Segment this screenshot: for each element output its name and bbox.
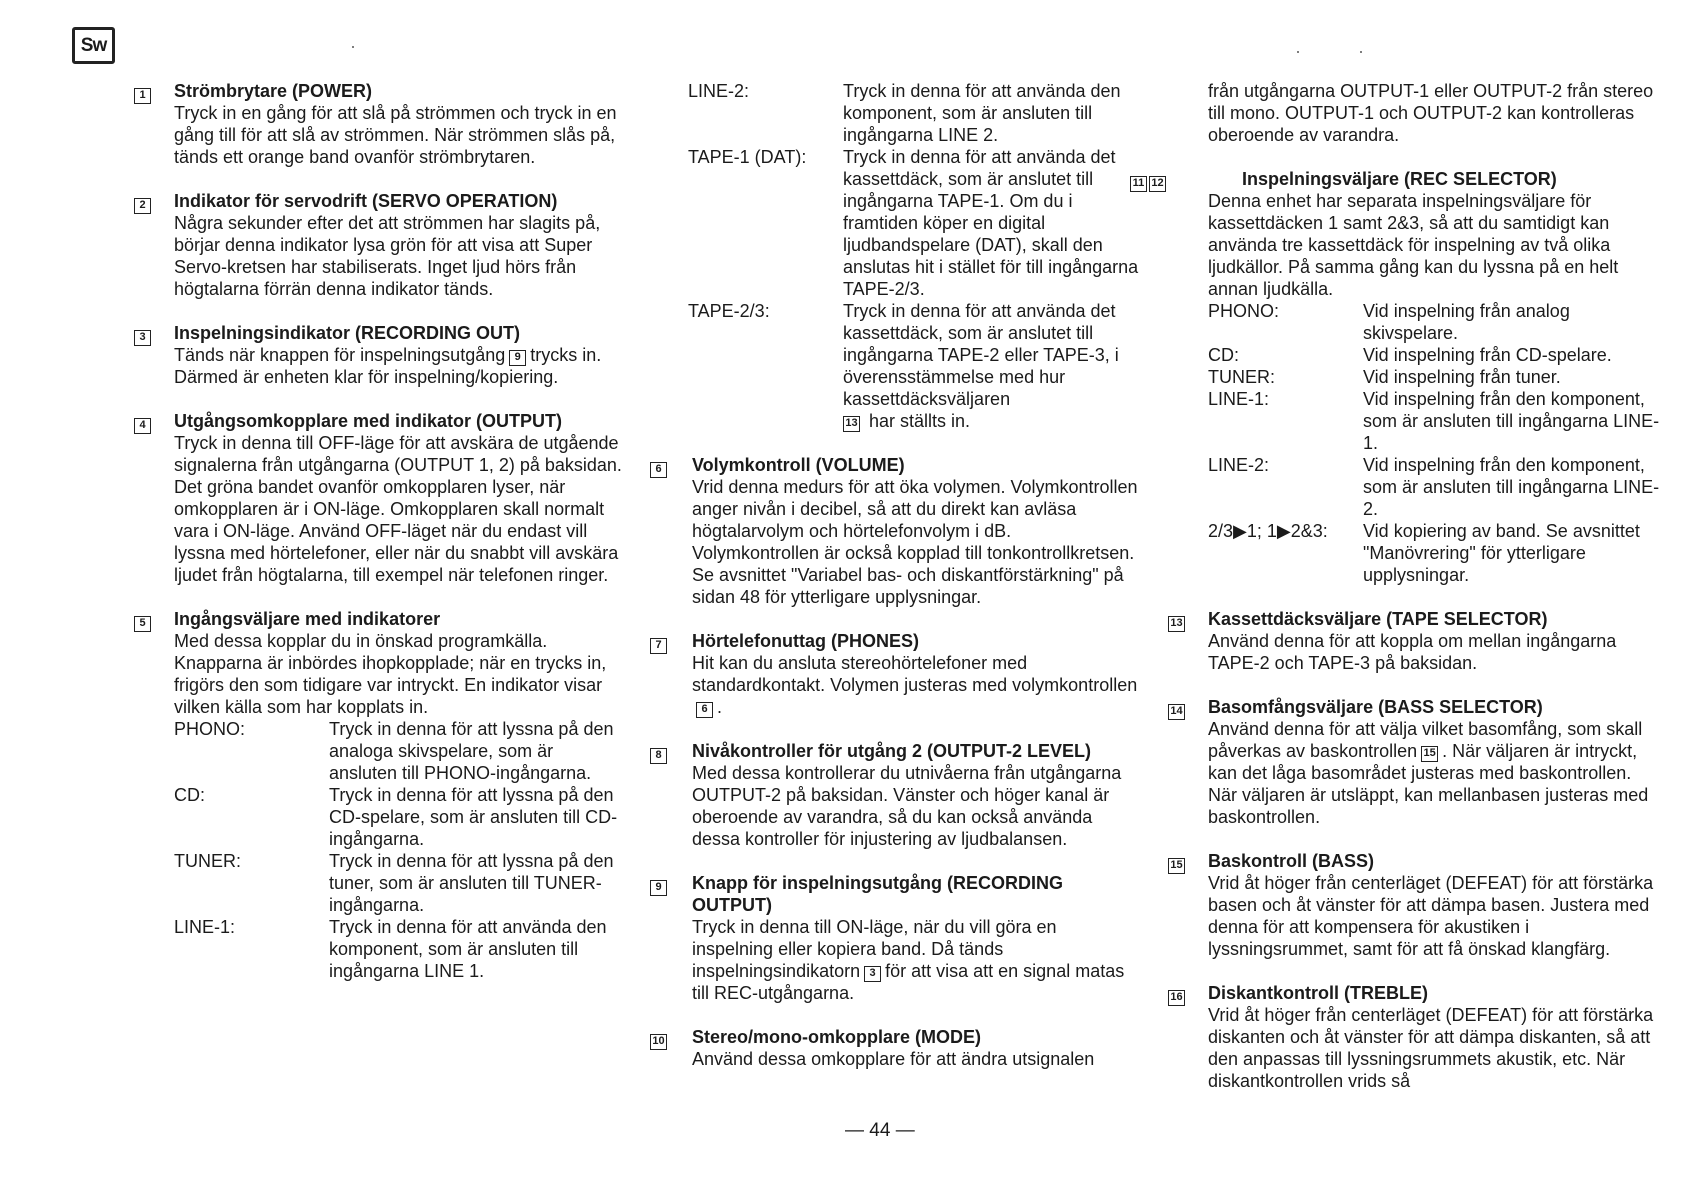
reference-number: 6	[696, 702, 713, 718]
section-body: Tänds när knappen för inspelningsutgång 9 trycks in. Därmed är enheten klar för inspelning/kopiering.	[174, 345, 602, 387]
section-body: Tryck in en gång för att slå på strömmen och tryck in en gång till för att slå av strömmen. När strömmen slås på, tänds ett orange band ovanför strömbrytaren.	[174, 103, 617, 167]
section-number: 3	[134, 325, 153, 347]
speck	[352, 46, 354, 48]
section-power	[134, 80, 624, 168]
section-title: Inspelningsväljare (REC SELECTOR)	[1242, 169, 1557, 189]
section-number: 9	[650, 875, 669, 897]
column-1	[134, 80, 624, 1004]
section-title: Strömbrytare (POWER)	[174, 81, 373, 101]
section-tape-selector	[1170, 608, 1660, 674]
section-input-selector	[134, 608, 624, 982]
option-row: TAPE-1 (DAT): Tryck in denna för att använda det kassettdäck, som är anslutet till ingångarna TAPE-1. Om du i framtiden köper en digital ljudbandspelare (DAT), skall den anslutas hit i stället för till ingångarna TAPE-2/3.	[688, 147, 1139, 299]
section-number: 14	[1168, 699, 1187, 721]
section-title: Indikator för servodrift (SERVO OPERATION)	[174, 191, 558, 211]
option-row: PHONO: Tryck in denna för att lyssna på den analoga skivspelare, som är ansluten till PHONO-ingångarna.	[174, 719, 614, 783]
section-output2-level	[650, 740, 1140, 850]
section-body: Vrid åt höger från centerläget (DEFEAT) för att förstärka basen och åt vänster för att dämpa basen. Justera med denna för att kompensera för akustiken i lyssningsrummet, samt för att få önskad klangfärg.	[1208, 873, 1654, 959]
reference-number: 9	[509, 350, 526, 366]
section-title: Volymkontroll (VOLUME)	[692, 455, 905, 475]
section-number: 8	[650, 743, 669, 765]
section-body: Tryck in denna till ON-läge, när du vill göra en inspelning eller kopiera band. Då tänds inspelningsindikatorn 3 för att visa att en signal matas till REC-utgångarna.	[692, 917, 1125, 1003]
section-title: Diskantkontroll (TREBLE)	[1208, 983, 1429, 1003]
section-title: Utgångsomkopplare med indikator (OUTPUT)	[174, 411, 563, 431]
option-row: TUNER: Tryck in denna för att lyssna på den tuner, som är ansluten till TUNER-ingångarna.	[174, 851, 614, 915]
section-body: Med dessa kontrollerar du utnivåerna från utgångarna OUTPUT-2 på baksidan. Vänster och höger kanal är oberoende av varandra, så du kan också använda dessa kontroller för injustering av ljudbalansen.	[692, 763, 1122, 849]
section-title: Basomfångsväljare (BASS SELECTOR)	[1208, 697, 1543, 717]
option-row: CD: Tryck in denna för att lyssna på den CD-spelare, som är ansluten till CD-ingångarna.	[174, 785, 618, 849]
section-number: 7	[650, 633, 669, 655]
section-recording-output	[650, 872, 1140, 1004]
section-mode	[650, 1026, 1140, 1070]
option-row: TUNER: Vid inspelning från tuner.	[1208, 367, 1561, 387]
section-number: 11 12	[1130, 171, 1168, 193]
reference-number: 15	[1421, 746, 1438, 762]
section-servo-operation	[134, 190, 624, 300]
section-title: Nivåkontroller för utgång 2 (OUTPUT-2 LEVEL)	[692, 741, 1092, 761]
section-body: Vrid åt höger från centerläget (DEFEAT) för att förstärka diskanten och åt vänster för att dämpa diskanten, så att den anpassas till lyssningsrummets akustik, etc. När diskantkontrollen vrids så	[1208, 1005, 1654, 1091]
section-output	[134, 410, 624, 586]
section-title: Ingångsväljare med indikatorer	[174, 609, 441, 629]
section-number: 16	[1168, 985, 1187, 1007]
section-bass	[1170, 850, 1660, 960]
column-2	[650, 80, 1140, 1092]
section-bass-selector	[1170, 696, 1660, 828]
mode-continued: från utgångarna OUTPUT-1 eller OUTPUT-2 från stereo till mono. OUTPUT-1 och OUTPUT-2 kan kontrolleras oberoende av varandra.	[1208, 81, 1654, 145]
input-options-continued	[650, 80, 1140, 432]
option-row: TAPE-2/3: Tryck in denna för att använda det kassettdäck, som är anslutet till ingångarna TAPE-2 eller TAPE-3, i överensstämmelse med hur kassettdäcksväljaren 13 har ställts in.	[688, 301, 1119, 431]
section-title: Stereo/mono-omkopplare (MODE)	[692, 1027, 982, 1047]
reference-number: 3	[864, 966, 881, 982]
reference-number: 13	[843, 416, 860, 432]
section-rec-selector	[1132, 168, 1660, 586]
section-recording-out	[134, 322, 624, 388]
section-number: 15	[1168, 853, 1187, 875]
section-number: 4	[134, 413, 153, 435]
option-row: LINE-2: Tryck in denna för att använda den komponent, som är ansluten till ingångarna LINE 2.	[688, 81, 1121, 145]
section-title: Knapp för inspelningsutgång (RECORDING OUTPUT)	[692, 873, 1063, 915]
section-title: Baskontroll (BASS)	[1208, 851, 1375, 871]
section-title: Inspelningsindikator (RECORDING OUT)	[174, 323, 521, 343]
section-title: Kassettdäcksväljare (TAPE SELECTOR)	[1208, 609, 1548, 629]
section-body: Några sekunder efter det att strömmen har slagits på, börjar denna indikator lysa grön för att visa att Super Servo-kretsen har stabiliserats. Inget ljud hörs från högtalarna förrän denna indikator tänds.	[174, 213, 601, 299]
section-body: Denna enhet har separata inspelningsväljare för kassettdäcken 1 samt 2&3, så att du samtidigt kan använda tre kassettdäck för inspelning av två olika ljudkällor. På samma gång kan du lyssna på en helt annan ljudkälla.	[1208, 191, 1619, 299]
language-badge: Sw	[72, 27, 115, 64]
section-body: Använd denna för att välja vilket basomfång, som skall påverkas av baskontrollen 15 . När väljaren är intryckt, kan det låga basområdet justeras med baskontrollen. När väljaren är utsläppt, kan mellanbasen justeras med baskontrollen.	[1208, 719, 1649, 827]
option-row: LINE-2: Vid inspelning från den komponent, som är ansluten till ingångarna LINE-2.	[1208, 455, 1660, 519]
section-treble	[1170, 982, 1660, 1092]
section-body: Använd dessa omkopplare för att ändra utsignalen	[692, 1049, 1095, 1069]
section-number: 5	[134, 611, 153, 633]
section-body: Med dessa kopplar du in önskad programkälla. Knapparna är inbördes ihopkopplade; när en trycks in, frigörs den som tidigare var intryckt. En indikator visar vilken källa som har kopplats in.	[174, 631, 607, 717]
speck	[1297, 51, 1299, 53]
section-body: Tryck in denna till OFF-läge för att avskära de utgående signalerna från utgångarna (OUTPUT 1, 2) på baksidan. Det gröna bandet ovanför omkopplaren lyser, när omkopplaren är i ON-läge. Omkopplaren skall normalt vara i ON-läge. Använd OFF-läget när du endast vill lyssna med hörtelefoner, eller när du snabbt vill avskära ljudet från högtalarna, till exempel när telefonen ringer.	[174, 433, 622, 585]
section-title: Hörtelefonuttag (PHONES)	[692, 631, 919, 651]
option-row: CD: Vid inspelning från CD-spelare.	[1208, 345, 1612, 365]
option-row: 2/3▶1; 1▶2&3: Vid kopiering av band. Se avsnittet "Manövrering" för ytterligare upplysningar.	[1208, 521, 1640, 585]
option-row: PHONO: Vid inspelning från analog skivspelare.	[1208, 301, 1570, 343]
section-number: 2	[134, 193, 153, 215]
column-3	[1132, 80, 1660, 1114]
section-body: Hit kan du ansluta stereohörtelefoner med standardkontakt. Volymen justeras med volymkontrollen6 .	[692, 653, 1138, 717]
speck	[1360, 51, 1362, 53]
section-number: 1	[134, 83, 153, 105]
section-body: Vrid denna medurs för att öka volymen. Volymkontrollen anger nivån i decibel, så att du direkt kan avläsa högtalarvolym och hörtelefonvolym i dB. Volymkontrollen är också kopplad till tonkontrollkretsen. Se avsnittet "Variabel bas- och diskantförstärkning" på sidan 48 för ytterligare upplysningar.	[692, 477, 1138, 607]
option-row: LINE-1: Vid inspelning från den komponent, som är ansluten till ingångarna LINE-1.	[1208, 389, 1660, 453]
section-body: Använd denna för att koppla om mellan ingångarna TAPE-2 och TAPE-3 på baksidan.	[1208, 631, 1617, 673]
section-number: 13	[1168, 611, 1187, 633]
manual-page: Sw 1 Strömbrytare (POWER) Tryck in en gång för att slå på strömmen och tryck in en gång till för att slå av strömmen. När strömmen slås på, tänds ett orange band ovanför strömbrytaren. 2 Indikator för servodrift (SERVO OPERATION) Några sekunder efter det att strömmen har slagits på, börjar denna indikator lysa grön för att visa att Super Servo-kretsen har stabiliserats. Inget ljud hörs från högtalarna förrän denna indikator tänds. 3 Inspelningsindikator (RECORDING OUT) Tänds när knappen för inspelningsutgång 9 trycks in. Därmed är enheten klar för inspelning/kopiering. 4 Utgångsomkopplare med indikator (OUTPUT) Tryck in denna till OFF-läge för att avskära de utgående signalerna från utgångarna (OUTPUT 1, 2) på baksidan. Det gröna bandet ovanför omkopplaren lyser, när omkopplaren är i ON-läge. Omkopplaren skall normalt vara i ON-läge. Använd OFF-läget när du endast vill lyssna med hörtelefoner, eller när du snabbt vill avskära ljudet från högtalarna, till exempel när telefonen ringer. 5 Ingångsväljare med indikatorer Med dessa kopplar du in önskad programkälla. Knapparna är inbördes ihopkopplade; när en trycks in, frigörs den som tidigare var intryckt. En indikator visar vilken källa som har kopplats in. PHONO: Tryck in denna för att lyssna på den analoga skivspelare, som är ansluten till PHONO-ingångarna. CD: Tryck in denna för att lyssna på den CD-spelare, som är ansluten till CD-ingångarna. TUNER: Tryck in denna för att lyssna på den tuner, som är ansluten till TUNER-ingångarna. LINE-1: Tryck in denna för att använda den komponent, som är ansluten till ingångarna LINE 1. LINE-2: Tryck in denna för att använda den komponent, som är ansluten till ingångarna LINE 2. TAPE-1 (DAT): Tryck in denna för att använda det kassettdäck, som är anslutet till ingångarna TAPE-1. Om du i framtiden köper en digital ljudbandspelare (DAT), skall den anslutas hit i stället för till ingångarna TAPE-2/3. TAPE-2/3: Tryck in denna för att använda det kassettdäck, som är anslutet till ingångarna TAPE-2 eller TAPE-3, i överensstämmelse med hur kassettdäcksväljaren 13 har ställts in. 6 Volymkontroll (VOLUME) Vrid denna medurs för att öka volymen. Volymkontrollen anger nivån i decibel, så att du direkt kan avläsa högtalarvolym och hörtelefonvolym i dB. Volymkontrollen är också kopplad till tonkontrollkretsen. Se avsnittet "Variabel bas- och diskantförstärkning" på sidan 48 för ytterligare upplysningar. 7 Hörtelefonuttag (PHONES) Hit kan du ansluta stereohörtelefoner med standardkontakt. Volymen justeras med volymkontrollen6 . 8 Nivåkontroller för utgång 2 (OUTPUT-2 LEVEL) Med dessa kontrollerar du utnivåerna från utgångarna OUTPUT-2 på baksidan. Vänster och höger kanal är oberoende av varandra, så du kan också använda dessa kontroller för injustering av ljudbalansen. 9 Knapp för inspelningsutgång (RECORDING OUTPUT) Tryck in denna till ON-läge, när du vill göra en inspelning eller kopiera band. Då tänds inspelningsindikatorn 3 för att visa att en signal matas till REC-utgångarna. 10 Stereo/mono-omkopplare (MODE) Använd dessa omkopplare för att ändra utsignalen från utgångarna OUTPUT-1 eller OUTPUT-2 från stereo till mono. OUTPUT-1 och OUTPUT-2 kan kontrolleras oberoende av varandra. 11 12 Inspelningsväljare (REC SELECTOR) Denna enhet har separata inspelningsväljare för kassettdäcken 1 samt 2&3, så att du samtidigt kan använda tre kassettdäck för inspelning av två olika ljudkällor. På samma gång kan du lyssna på en helt annan ljudkälla. PHONO: Vid inspelning från analog skivspelare. CD: Vid inspelning från CD-spelare. TUNER: Vid inspelning från tuner. LINE-1: Vid inspelning från den komponent, som är ansluten till ingångarna LINE-1. LINE-2: Vid inspelning från den komponent, som är ansluten till ingångarna LINE-2. 2/3▶1; 1▶2&3: Vid kopiering av band. Se avsnittet "Manövrering" för ytterligare upplysningar. 13 Kassettdäcksväljare (TAPE SELECTOR) Använd denna för att koppla om mellan ingångarna TAPE-2 och TAPE-3 på baksidan. 14 Basomfångsväljare (BASS SELECTOR) Använd denna för att välja vilket basomfång, som skall påverkas av baskontrollen 15 . När väljaren är intryckt, kan det låga basområdet justeras med baskontrollen. När väljaren är utsläppt, kan mellanbasen justeras med baskontrollen. 15 Baskontroll (BASS) Vrid åt höger från centerläget (DEFEAT) för att förstärka basen och åt vänster för att dämpa basen. Justera med denna för att kompensera för akustiken i lyssningsrummet, samt för att få önskad klangfärg. 16 Diskantkontroll (TREBLE) Vrid åt höger från centerläget (DEFEAT) för att förstärka diskanten och åt vänster för att dämpa diskanten, så att den anpassas till lyssningsrummets akustik, etc. När diskantkontrollen vrids så — 44 —	[0, 0, 1683, 1191]
section-phones	[650, 630, 1140, 718]
option-row: LINE-1: Tryck in denna för att använda den komponent, som är ansluten till ingångarna LINE 1.	[174, 917, 607, 981]
section-volume	[650, 454, 1140, 608]
section-number: 10	[650, 1029, 669, 1051]
section-number: 6	[650, 457, 669, 479]
